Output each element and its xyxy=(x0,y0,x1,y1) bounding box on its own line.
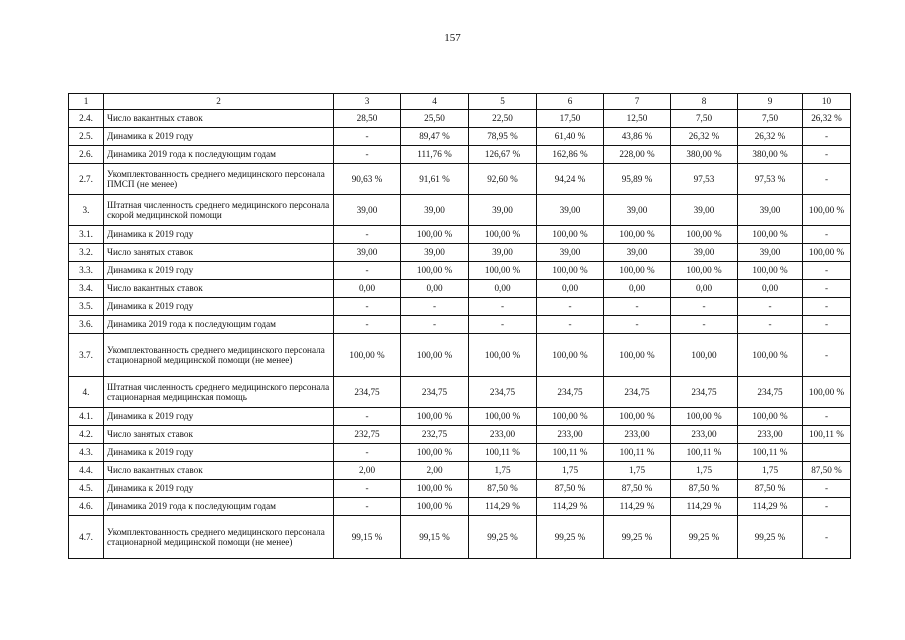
row-name-cell: Динамика к 2019 году xyxy=(104,408,334,426)
value-cell: 7,50 xyxy=(671,110,738,128)
row-name-cell: Динамика 2019 года к последующим годам xyxy=(104,498,334,516)
row-name-cell: Динамика к 2019 году xyxy=(104,480,334,498)
row-name-cell: Укомплектованность среднего медицинского персонала ПМСП (не менее) xyxy=(104,164,334,195)
table-header-cell: 4 xyxy=(401,94,469,110)
value-cell: 100,00 % xyxy=(537,408,604,426)
value-cell: 100,00 % xyxy=(671,408,738,426)
value-cell: 100,00 % xyxy=(537,334,604,377)
row-name-cell: Динамика к 2019 году xyxy=(104,444,334,462)
value-cell: 0,00 xyxy=(401,280,469,298)
value-cell: 234,75 xyxy=(671,377,738,408)
value-cell: - xyxy=(803,334,851,377)
value-cell: - xyxy=(469,298,537,316)
row-number-cell: 4.1. xyxy=(69,408,104,426)
page-number: 157 xyxy=(444,32,461,44)
value-cell: 100,00 % xyxy=(604,334,671,377)
table-row xyxy=(69,195,851,226)
row-number-cell: 4.6. xyxy=(69,498,104,516)
value-cell: 87,50 % xyxy=(604,480,671,498)
value-cell: 100,00 % xyxy=(401,480,469,498)
value-cell: 87,50 % xyxy=(671,480,738,498)
value-cell: - xyxy=(803,146,851,164)
value-cell: 100,11 % xyxy=(738,444,803,462)
row-name-cell: Число вакантных ставок xyxy=(104,280,334,298)
value-cell: 100,00 % xyxy=(401,408,469,426)
value-cell: 100,00 % xyxy=(738,262,803,280)
row-name-cell: Укомплектованность среднего медицинского персонала стационарной медицинской помощи (не менее) xyxy=(104,334,334,377)
table-header-cell: 10 xyxy=(803,94,851,110)
value-cell: 95,89 % xyxy=(604,164,671,195)
value-cell: 100,00 % xyxy=(537,262,604,280)
row-name-cell: Динамика к 2019 году xyxy=(104,298,334,316)
table-header-cell: 5 xyxy=(469,94,537,110)
value-cell: 1,75 xyxy=(469,462,537,480)
value-cell: 99,15 % xyxy=(334,516,401,559)
value-cell: 100,00 % xyxy=(469,262,537,280)
value-cell: 97,53 xyxy=(671,164,738,195)
row-number-cell: 4.4. xyxy=(69,462,104,480)
value-cell: 234,75 xyxy=(738,377,803,408)
value-cell: 100,00 xyxy=(671,334,738,377)
value-cell: - xyxy=(803,298,851,316)
row-name-cell: Число занятых ставок xyxy=(104,426,334,444)
value-cell: 228,00 % xyxy=(604,146,671,164)
table-row xyxy=(69,444,851,462)
row-number-cell: 2.5. xyxy=(69,128,104,146)
value-cell: 39,00 xyxy=(604,195,671,226)
value-cell: 1,75 xyxy=(537,462,604,480)
value-cell: 380,00 % xyxy=(671,146,738,164)
value-cell: 111,76 % xyxy=(401,146,469,164)
value-cell: 92,60 % xyxy=(469,164,537,195)
value-cell: - xyxy=(604,316,671,334)
value-cell: 100,00 % xyxy=(738,226,803,244)
row-number-cell: 4.5. xyxy=(69,480,104,498)
value-cell: 232,75 xyxy=(401,426,469,444)
table-row xyxy=(69,298,851,316)
value-cell: 162,86 % xyxy=(537,146,604,164)
value-cell: 39,00 xyxy=(334,244,401,262)
value-cell: 100,11 % xyxy=(604,444,671,462)
value-cell: 89,47 % xyxy=(401,128,469,146)
table-header-cell: 6 xyxy=(537,94,604,110)
value-cell: 100,11 % xyxy=(803,426,851,444)
row-number-cell: 3.5. xyxy=(69,298,104,316)
value-cell: - xyxy=(469,316,537,334)
table-row xyxy=(69,280,851,298)
value-cell: 91,61 % xyxy=(401,164,469,195)
value-cell: 99,25 % xyxy=(738,516,803,559)
value-cell: - xyxy=(537,298,604,316)
table-row xyxy=(69,226,851,244)
value-cell: - xyxy=(334,316,401,334)
row-number-cell: 4.7. xyxy=(69,516,104,559)
table-row xyxy=(69,498,851,516)
row-number-cell: 2.7. xyxy=(69,164,104,195)
value-cell: - xyxy=(738,298,803,316)
row-number-cell: 3.7. xyxy=(69,334,104,377)
value-cell: 114,29 % xyxy=(671,498,738,516)
value-cell: 114,29 % xyxy=(469,498,537,516)
value-cell: - xyxy=(803,498,851,516)
value-cell: 87,50 % xyxy=(738,480,803,498)
value-cell: - xyxy=(803,128,851,146)
value-cell: 232,75 xyxy=(334,426,401,444)
value-cell: - xyxy=(334,298,401,316)
row-name-cell: Штатная численность среднего медицинского персонала скорой медицинской помощи xyxy=(104,195,334,226)
value-cell: 39,00 xyxy=(604,244,671,262)
value-cell: 100,00 % xyxy=(604,408,671,426)
value-cell: 39,00 xyxy=(537,244,604,262)
value-cell: 233,00 xyxy=(537,426,604,444)
value-cell: - xyxy=(738,316,803,334)
value-cell: 39,00 xyxy=(671,195,738,226)
value-cell: 1,75 xyxy=(738,462,803,480)
value-cell: 39,00 xyxy=(738,244,803,262)
value-cell: 100,00 % xyxy=(537,226,604,244)
value-cell: 100,00 % xyxy=(738,334,803,377)
value-cell: 28,50 xyxy=(334,110,401,128)
row-name-cell: Динамика к 2019 году xyxy=(104,262,334,280)
value-cell: 99,25 % xyxy=(469,516,537,559)
value-cell: 39,00 xyxy=(401,244,469,262)
value-cell: 99,25 % xyxy=(604,516,671,559)
value-cell: - xyxy=(803,516,851,559)
value-cell: 100,00 % xyxy=(738,408,803,426)
value-cell: 43,86 % xyxy=(604,128,671,146)
value-cell: 22,50 xyxy=(469,110,537,128)
value-cell: 78,95 % xyxy=(469,128,537,146)
value-cell: - xyxy=(334,146,401,164)
value-cell: 126,67 % xyxy=(469,146,537,164)
value-cell: 39,00 xyxy=(537,195,604,226)
table-header-cell: 9 xyxy=(738,94,803,110)
value-cell: 87,50 % xyxy=(537,480,604,498)
value-cell: 100,00 % xyxy=(401,444,469,462)
value-cell: 100,00 % xyxy=(604,226,671,244)
value-cell: 100,00 % xyxy=(401,498,469,516)
row-name-cell: Штатная численность среднего медицинского персонала стационарная медицинская помощь xyxy=(104,377,334,408)
row-number-cell: 2.4. xyxy=(69,110,104,128)
value-cell: 39,00 xyxy=(738,195,803,226)
value-cell: 234,75 xyxy=(537,377,604,408)
value-cell: 0,00 xyxy=(537,280,604,298)
row-number-cell: 4.3. xyxy=(69,444,104,462)
value-cell: 39,00 xyxy=(469,195,537,226)
row-number-cell: 3.1. xyxy=(69,226,104,244)
value-cell: 234,75 xyxy=(604,377,671,408)
row-name-cell: Динамика к 2019 году xyxy=(104,226,334,244)
value-cell: 233,00 xyxy=(469,426,537,444)
value-cell: - xyxy=(537,316,604,334)
value-cell: 114,29 % xyxy=(604,498,671,516)
value-cell: 0,00 xyxy=(334,280,401,298)
row-number-cell: 3.6. xyxy=(69,316,104,334)
value-cell: 100,00 % xyxy=(604,262,671,280)
value-cell: 26,32 % xyxy=(671,128,738,146)
row-number-cell: 3.2. xyxy=(69,244,104,262)
value-cell: 233,00 xyxy=(604,426,671,444)
row-number-cell: 3.4. xyxy=(69,280,104,298)
table-row xyxy=(69,164,851,195)
value-cell: 233,00 xyxy=(738,426,803,444)
value-cell: 100,00 % xyxy=(401,334,469,377)
value-cell: - xyxy=(671,316,738,334)
table-row xyxy=(69,408,851,426)
table-header-cell: 3 xyxy=(334,94,401,110)
value-cell: 94,24 % xyxy=(537,164,604,195)
table-row xyxy=(69,426,851,444)
table-header-cell: 1 xyxy=(69,94,104,110)
value-cell: - xyxy=(604,298,671,316)
value-cell: - xyxy=(803,280,851,298)
row-number-cell: 3. xyxy=(69,195,104,226)
value-cell: 100,00 % xyxy=(401,262,469,280)
data-table xyxy=(68,93,851,559)
value-cell: - xyxy=(401,316,469,334)
value-cell: 87,50 % xyxy=(469,480,537,498)
value-cell: 0,00 xyxy=(738,280,803,298)
value-cell: - xyxy=(334,408,401,426)
value-cell: - xyxy=(803,164,851,195)
table-row xyxy=(69,516,851,559)
value-cell: 114,29 % xyxy=(537,498,604,516)
row-name-cell: Динамика 2019 года к последующим годам xyxy=(104,146,334,164)
row-name-cell: Укомплектованность среднего медицинского персонала стационарной медицинской помощи (не менее) xyxy=(104,516,334,559)
value-cell: 12,50 xyxy=(604,110,671,128)
row-name-cell: Число вакантных ставок xyxy=(104,462,334,480)
value-cell: - xyxy=(803,226,851,244)
value-cell: 99,25 % xyxy=(537,516,604,559)
value-cell: 25,50 xyxy=(401,110,469,128)
value-cell: 100,11 % xyxy=(469,444,537,462)
value-cell: - xyxy=(803,316,851,334)
row-name-cell: Динамика к 2019 году xyxy=(104,128,334,146)
value-cell: 2,00 xyxy=(334,462,401,480)
value-cell: 100,00 % xyxy=(803,195,851,226)
value-cell: 234,75 xyxy=(334,377,401,408)
table-header-cell: 2 xyxy=(104,94,334,110)
table-row xyxy=(69,146,851,164)
value-cell: 100,11 % xyxy=(537,444,604,462)
value-cell: 0,00 xyxy=(469,280,537,298)
value-cell: 87,50 % xyxy=(803,462,851,480)
value-cell: 100,00 % xyxy=(803,377,851,408)
value-cell: 234,75 xyxy=(401,377,469,408)
value-cell: - xyxy=(334,498,401,516)
value-cell: 97,53 % xyxy=(738,164,803,195)
table-row xyxy=(69,334,851,377)
value-cell: - xyxy=(334,226,401,244)
value-cell: - xyxy=(334,128,401,146)
value-cell: 26,32 % xyxy=(803,110,851,128)
table-header-cell: 8 xyxy=(671,94,738,110)
row-name-cell: Число занятых ставок xyxy=(104,244,334,262)
value-cell: 0,00 xyxy=(604,280,671,298)
value-cell: - xyxy=(671,298,738,316)
table-header-row xyxy=(69,94,851,110)
table-row xyxy=(69,128,851,146)
row-number-cell: 4.2. xyxy=(69,426,104,444)
value-cell: 100,00 % xyxy=(401,226,469,244)
value-cell: 99,15 % xyxy=(401,516,469,559)
row-number-cell: 2.6. xyxy=(69,146,104,164)
row-name-cell: Число вакантных ставок xyxy=(104,110,334,128)
table-row xyxy=(69,110,851,128)
value-cell: 90,63 % xyxy=(334,164,401,195)
value-cell: 39,00 xyxy=(401,195,469,226)
value-cell: - xyxy=(334,444,401,462)
value-cell: - xyxy=(803,408,851,426)
row-number-cell: 4. xyxy=(69,377,104,408)
value-cell: 99,25 % xyxy=(671,516,738,559)
value-cell: 26,32 % xyxy=(738,128,803,146)
value-cell: 61,40 % xyxy=(537,128,604,146)
row-number-cell: 3.3. xyxy=(69,262,104,280)
value-cell: - xyxy=(401,298,469,316)
table-row xyxy=(69,377,851,408)
value-cell: 1,75 xyxy=(671,462,738,480)
value-cell: 1,75 xyxy=(604,462,671,480)
value-cell: - xyxy=(334,262,401,280)
value-cell: 39,00 xyxy=(469,244,537,262)
table-header-cell: 7 xyxy=(604,94,671,110)
value-cell xyxy=(803,444,851,462)
value-cell: 2,00 xyxy=(401,462,469,480)
value-cell: 233,00 xyxy=(671,426,738,444)
value-cell: 39,00 xyxy=(671,244,738,262)
value-cell: - xyxy=(803,480,851,498)
value-cell: 100,00 % xyxy=(334,334,401,377)
value-cell: 17,50 xyxy=(537,110,604,128)
table-row xyxy=(69,262,851,280)
value-cell: 100,00 % xyxy=(671,262,738,280)
row-name-cell: Динамика 2019 года к последующим годам xyxy=(104,316,334,334)
value-cell: - xyxy=(334,480,401,498)
value-cell: 7,50 xyxy=(738,110,803,128)
value-cell: 100,00 % xyxy=(469,408,537,426)
value-cell: 114,29 % xyxy=(738,498,803,516)
value-cell: 0,00 xyxy=(671,280,738,298)
value-cell: 100,00 % xyxy=(469,334,537,377)
value-cell: 234,75 xyxy=(469,377,537,408)
value-cell: 100,00 % xyxy=(803,244,851,262)
value-cell: 100,00 % xyxy=(469,226,537,244)
table-row xyxy=(69,316,851,334)
table-row xyxy=(69,480,851,498)
value-cell: - xyxy=(803,262,851,280)
table-row xyxy=(69,462,851,480)
value-cell: 100,00 % xyxy=(671,226,738,244)
table-row xyxy=(69,244,851,262)
value-cell: 100,11 % xyxy=(671,444,738,462)
value-cell: 39,00 xyxy=(334,195,401,226)
value-cell: 380,00 % xyxy=(738,146,803,164)
